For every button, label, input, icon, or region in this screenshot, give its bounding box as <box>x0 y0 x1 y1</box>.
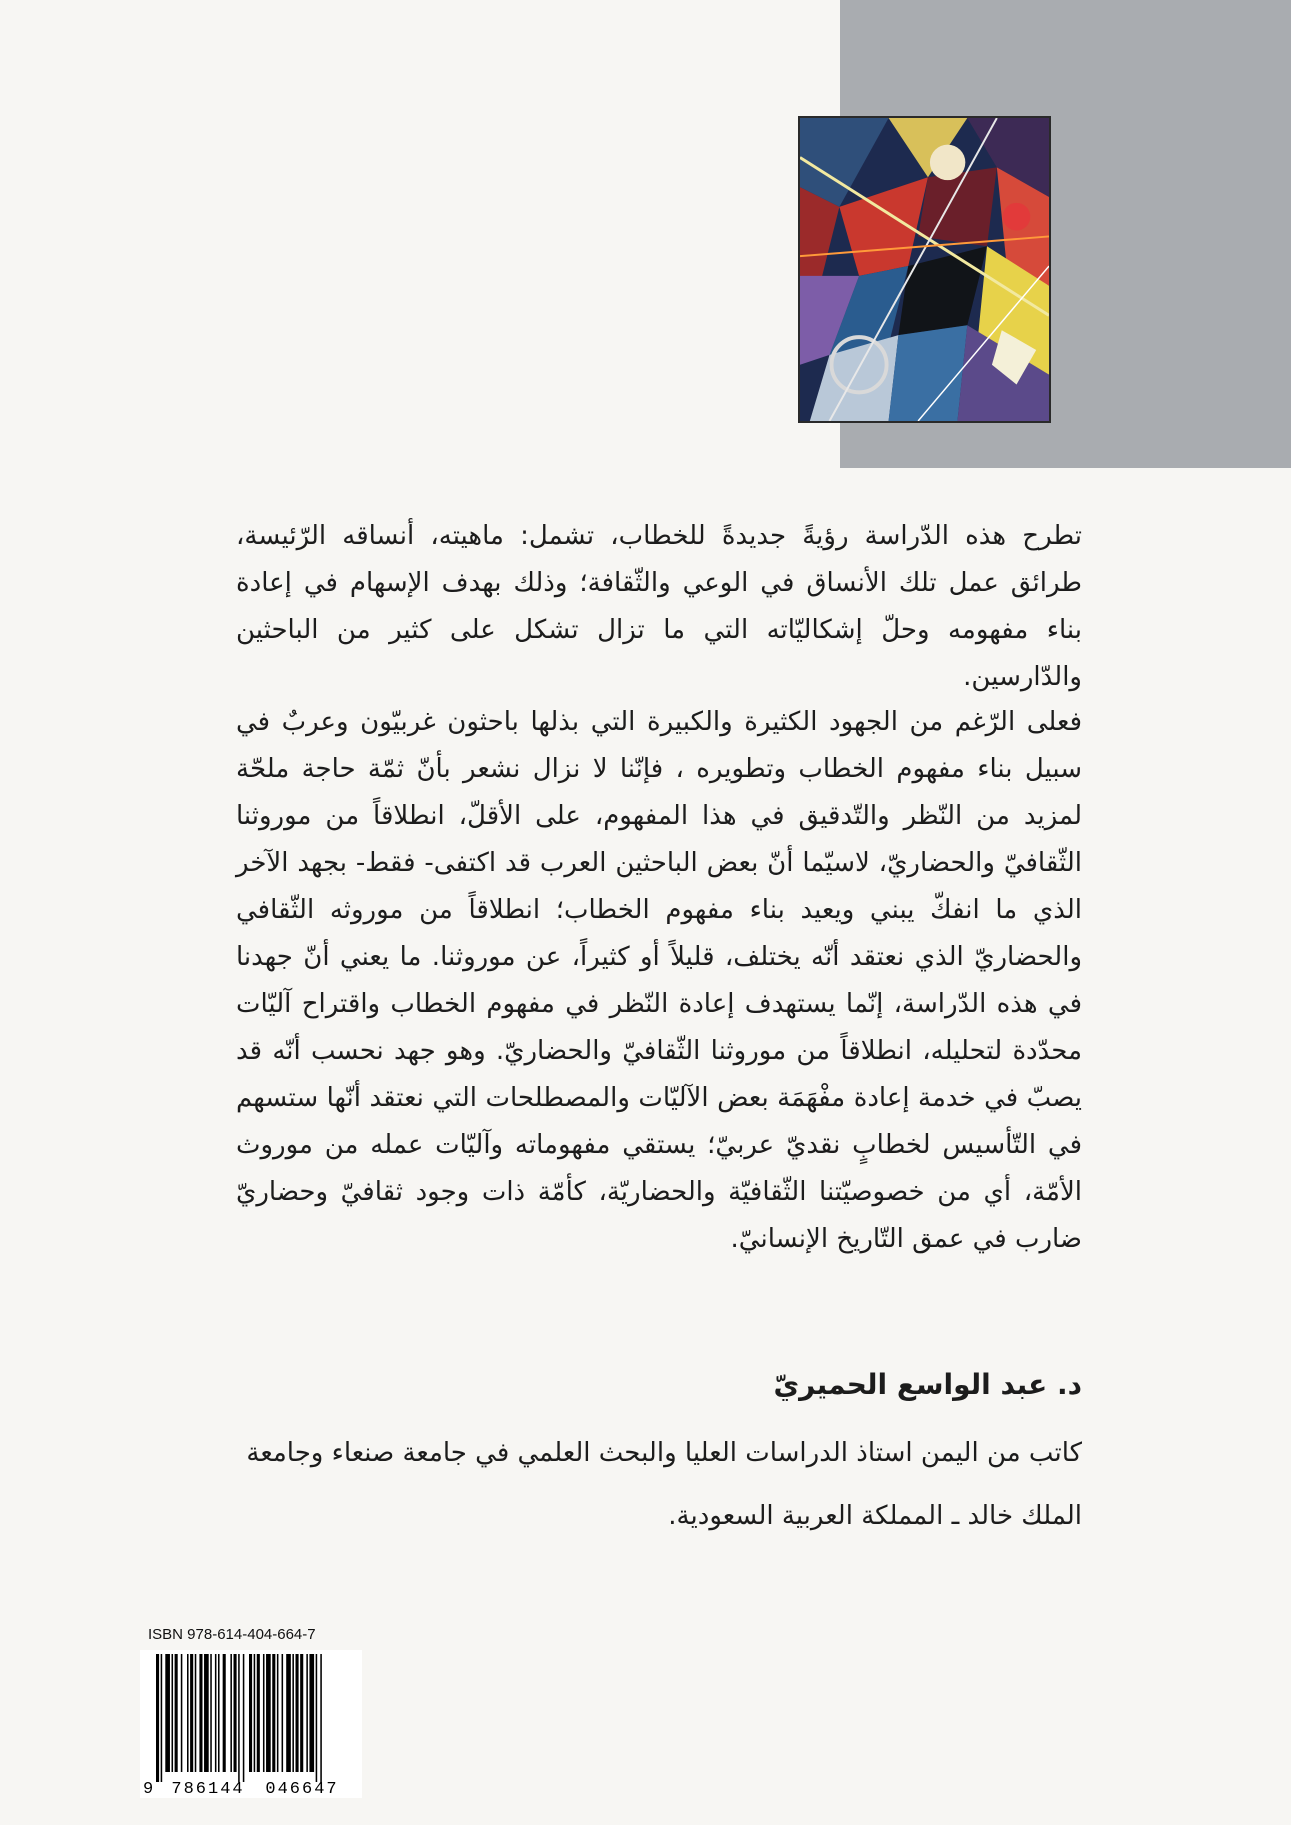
description-paragraph-1: تطرح هذه الدّراسة رؤيةً جديدةً للخطاب، تشمل: ماهيته، أنساقه الرّئيسة، طرائق عمل تلك الأنساق في الوعي والثّقافة؛ وذلك بهدف الإسهام في إعادة بناء مفهومه وحلّ إشكاليّاته التي ما تزال تشكل على كثير من الباحثين والدّارسين. <box>236 521 1082 692</box>
barcode-bar <box>181 1654 183 1772</box>
barcode-bar <box>234 1654 237 1772</box>
barcode-bar <box>300 1654 303 1772</box>
cover-artwork <box>798 116 1051 423</box>
barcode-bar <box>272 1654 275 1772</box>
barcode-digit-group-2: 046647 <box>265 1780 339 1798</box>
barcode-bar <box>263 1654 265 1772</box>
barcode-bar <box>309 1654 314 1772</box>
barcode-bar <box>243 1654 245 1782</box>
description-paragraph-2: فعلى الرّغم من الجهود الكثيرة والكبيرة التي بذلها باحثون غربيّون وعربٌ في سبيل بناء مفهوم الخطاب وتطويره ، فإنّنا لا نزال نشعر بأنّ ثمّة حاجة ملحّة لمزيد من النّظر والتّدقيق في هذا المفهوم، على الأقلّ، انطلاقاً من موروثنا الثّقافيّ والحضاريّ، لاسيّما أنّ بعض الباحثين العرب قد اكتفى- فقط- بجهد الآخر الذي ما انفكّ يبني ويعيد بناء مفهوم الخطاب؛ انطلاقاً من موروثه الثّقافي والحضاريّ الذي نعتقد أنّه يختلف، قليلاً أو كثيراً، عن موروثنا. ما يعني أنّ جهدنا في هذه الدّراسة، إنّما يستهدف إعادة النّظر في مفهوم الخطاب واقتراح آليّات محدّدة لتحليله، انطلاقاً من موروثنا الثّقافيّ والحضاريّ. وهو جهد نحسب أنّه قد يصبّ في خدمة إعادة مفْهَمَة بعض الآليّات والمصطلحات التي نعتقد أنّها ستسهم في التّأسيس لخطابٍ نقديّ عربيّ؛ يستقي مفهوماته وآليّات عمله من موروث الأمّة، أي من خصوصيّتنا الثّقافيّة والحضاريّة، كأمّة ذات وجود ثقافيّ وحضاريّ ضارب في عمق التّاريخ الإنسانيّ. <box>236 707 1082 1254</box>
barcode-bar <box>254 1654 256 1772</box>
barcode-bar <box>204 1654 209 1772</box>
barcode-bar <box>175 1654 178 1772</box>
barcode-bar <box>257 1654 260 1772</box>
barcode-bar <box>296 1654 299 1772</box>
barcode-bar <box>286 1654 291 1772</box>
abstract-painting-image <box>800 118 1049 421</box>
barcode-digit-first: 9 <box>143 1780 154 1798</box>
barcode-bar <box>277 1654 279 1772</box>
barcode <box>140 1650 362 1798</box>
isbn-label: ISBN 978-614-404-664-7 <box>148 1626 316 1643</box>
barcode-bar <box>190 1654 193 1772</box>
barcode-bar <box>161 1654 163 1782</box>
barcode-bar <box>320 1654 322 1782</box>
barcode-bar <box>230 1654 232 1772</box>
barcode-bar <box>238 1654 240 1782</box>
barcode-bar <box>210 1654 212 1772</box>
barcode-bar <box>249 1654 252 1772</box>
barcode-bar <box>215 1654 217 1772</box>
barcode-bar <box>266 1654 271 1772</box>
barcode-bar <box>218 1654 220 1772</box>
barcode-bar <box>187 1654 189 1772</box>
barcode-bar <box>199 1654 202 1772</box>
barcode-image <box>140 1650 362 1798</box>
barcode-bar <box>223 1654 226 1772</box>
author-bio: كاتب من اليمن استاذ الدراسات العليا والبحث العلمي في جامعة صنعاء وجامعة الملك خالد ـ المملكة العربية السعودية. <box>246 1438 1082 1531</box>
barcode-bar <box>292 1654 294 1772</box>
barcode-bar <box>282 1654 284 1772</box>
barcode-bar <box>195 1654 197 1772</box>
barcode-bar <box>156 1654 159 1782</box>
barcode-digit-group-1: 786144 <box>171 1780 245 1798</box>
barcode-bar <box>316 1654 318 1782</box>
barcode-bar <box>306 1654 308 1772</box>
author-name: د. عبد الواسع الحميريّ <box>773 1368 1082 1401</box>
barcode-bar <box>165 1654 170 1772</box>
barcode-bar <box>172 1654 174 1772</box>
